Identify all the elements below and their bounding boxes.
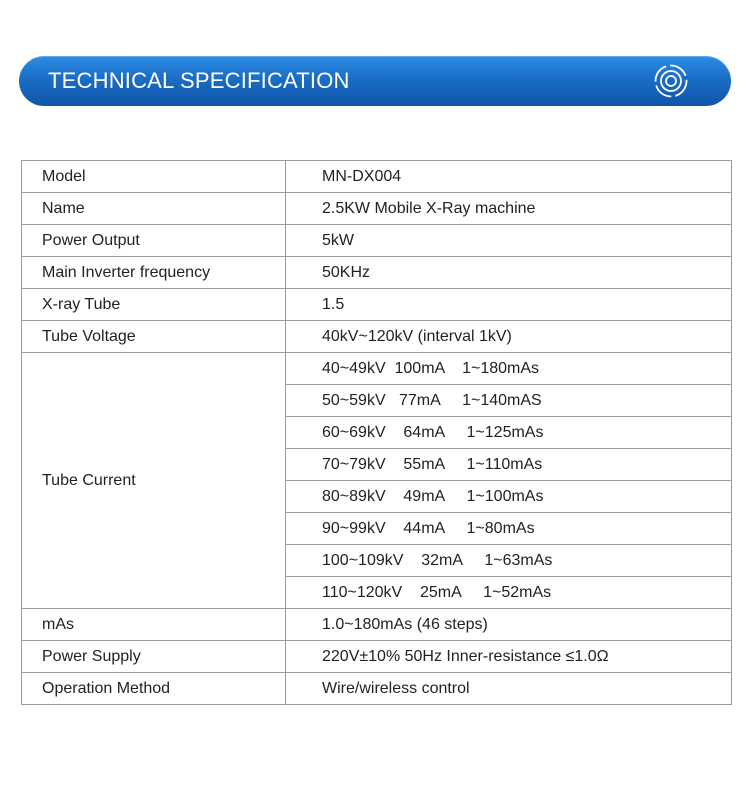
spec-table: [21, 160, 732, 705]
spec-value: 40kV~120kV (interval 1kV): [286, 321, 732, 353]
tube-current-value: 60~69kV 64mA 1~125mAs: [286, 417, 732, 449]
spec-label: X-ray Tube: [22, 289, 286, 321]
tube-current-value: 40~49kV 100mA 1~180mAs: [286, 353, 732, 385]
spec-value: 220V±10% 50Hz Inner-resistance ≤1.0Ω: [286, 641, 732, 673]
table-row: [22, 609, 732, 641]
tube-current-value: 110~120kV 25mA 1~52mAs: [286, 577, 732, 609]
tube-current-value: 70~79kV 55mA 1~110mAs: [286, 449, 732, 481]
spec-label: Main Inverter frequency: [22, 257, 286, 289]
target-rings-icon: [653, 63, 689, 99]
spec-label: Tube Voltage: [22, 321, 286, 353]
spec-value: 1.0~180mAs (46 steps): [286, 609, 732, 641]
spec-label: Model: [22, 161, 286, 193]
spec-value: MN-DX004: [286, 161, 732, 193]
spec-value: Wire/wireless control: [286, 673, 732, 705]
table-row: [22, 321, 732, 353]
table-row: [22, 257, 732, 289]
spec-label: Power Output: [22, 225, 286, 257]
spec-value: 1.5: [286, 289, 732, 321]
spec-label: Operation Method: [22, 673, 286, 705]
table-row: [22, 193, 732, 225]
tube-current-value: 90~99kV 44mA 1~80mAs: [286, 513, 732, 545]
spec-label: mAs: [22, 609, 286, 641]
section-banner: [19, 56, 731, 106]
table-row: [22, 673, 732, 705]
spec-value: 50KHz: [286, 257, 732, 289]
spec-value: 5kW: [286, 225, 732, 257]
tube-current-value: 100~109kV 32mA 1~63mAs: [286, 545, 732, 577]
table-row: [22, 225, 732, 257]
spec-label: Name: [22, 193, 286, 225]
banner-title: TECHNICAL SPECIFICATION: [48, 68, 350, 93]
table-row: [22, 161, 732, 193]
spec-value: 2.5KW Mobile X-Ray machine: [286, 193, 732, 225]
tube-current-value: 80~89kV 49mA 1~100mAs: [286, 481, 732, 513]
table-row: [22, 641, 732, 673]
spec-label: Power Supply: [22, 641, 286, 673]
table-row: [22, 289, 732, 321]
tube-current-label: Tube Current: [22, 353, 286, 609]
table-row: [22, 353, 732, 385]
tube-current-value: 50~59kV 77mA 1~140mAS: [286, 385, 732, 417]
